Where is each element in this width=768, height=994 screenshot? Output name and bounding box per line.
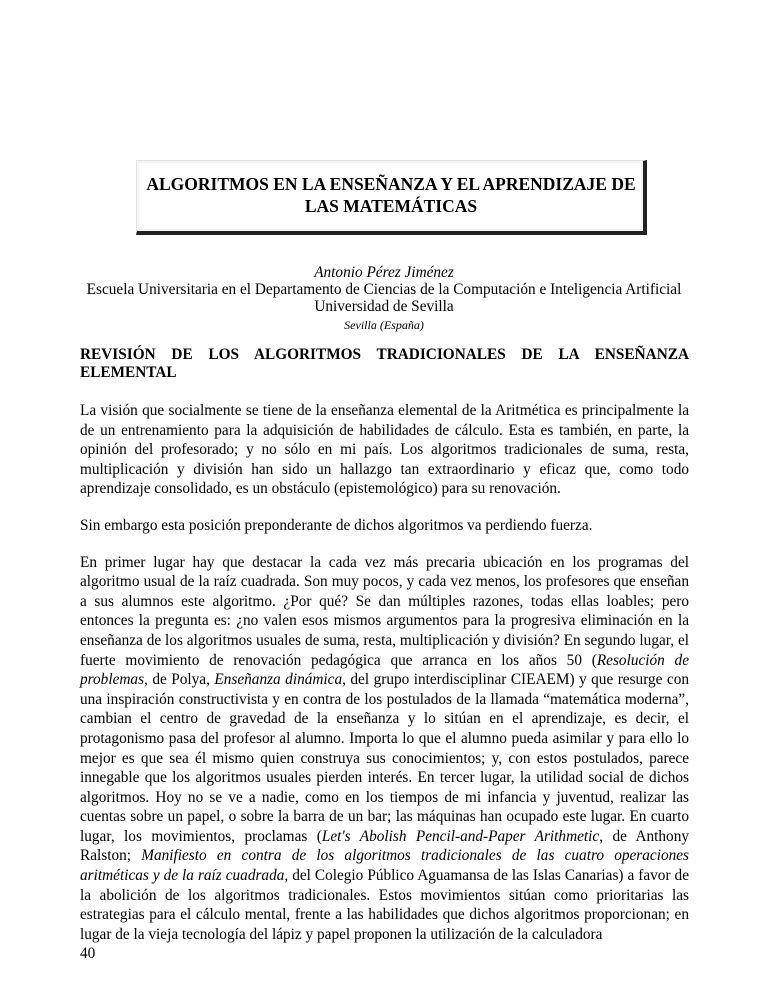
author: Antonio Pérez Jiménez xyxy=(314,264,454,281)
affiliation: Escuela Universitaria en el Departamento de Ciencias de la Computación e Inteligencia Artificial xyxy=(86,281,682,298)
text-segment: , del grupo interdisciplinar CIEAEM) y que resurge con una inspiración constructivista y en contra de los postulados de la llamada “matemática moderna”, cambian el centro de gravedad de la enseñanza y lo sitúan en el aprendizaje, es decir, el protagonismo pasa del profesor al alumno. Importa lo que el alumno pueda asimilar y para ello lo mejor es que sea él mismo quien construya sus conocimientos; y, con estos postulados, parece innegable que los algoritmos usuales pierden interés. En tercer lugar, la utilidad social de dichos algoritmos. Hoy no se ve a nadie, como en los tiempos de mi infancia y juventud, realizar las cuentas sobre un papel, o sobre la barra de un bar; las máquinas han ocupado este lugar. En cuarto lugar, los movimientos, proclamas ( xyxy=(80,671,690,845)
italic-text: Enseñanza dinámica xyxy=(214,671,343,689)
text-segment: Sin embargo esta posición preponderante de dichos algoritmos va perdiendo fuerza. xyxy=(80,516,593,534)
text-segment: , de Polya, xyxy=(144,671,215,689)
text-segment: del Colegio Público Aguamansa de las Islas Canarias) a favor de la abolición de los algoritmos tradicionales. Estos movimientos sitúan como prioritarias las estrategias para el cálculo mental, frente a las habilidades que dichos algoritmos proporcionan; en lugar de la vieja tecnología del lápiz y papel proponen la utilización de la calculadora xyxy=(80,867,689,943)
section-heading: REVISIÓN DE LOS ALGORITMOS TRADICIONALES DE LA ENSEÑANZA ELEMENTAL xyxy=(80,346,689,381)
italic-text: Let's Abolish Pencil-and-Paper Arithmetic xyxy=(321,827,600,845)
italic-text: Manifiesto en contra de los algoritmos tradicionales de las cuatro operaciones aritméticas y de la raíz cuadrada, xyxy=(80,847,689,885)
location: Sevilla (España) xyxy=(344,318,424,332)
text-segment: La visión que socialmente se tiene de la enseñanza elemental de la Aritmética es principalmente la de un entrenamiento para la adquisición de habilidades de cálculo. Esta es también, en parte, la opinión del profesorado; y no sólo en mi país. Los algoritmos tradicionales de suma, resta, multiplicación y división han sido un hallazgo tan extraordinario y eficaz que, como todo aprendizaje consolidado, es un obstáculo (epistemológico) para su renovación. xyxy=(80,402,689,498)
university: Universidad de Sevilla xyxy=(314,298,454,315)
body-text xyxy=(80,346,689,964)
paragraph-1 xyxy=(80,401,689,499)
paragraph-2 xyxy=(80,516,689,536)
text-segment: , de Anthony Ralston; xyxy=(80,827,689,865)
document-title: ALGORITMOS EN LA ENSEÑANZA Y EL APRENDIZAJE DE LAS MATEMÁTICAS xyxy=(146,174,636,216)
text-segment: En primer lugar hay que destacar la cada vez más precaria ubicación en los programas del algoritmo usual de la raíz cuadrada. Son muy pocos, y cada vez menos, los profesores que enseñan a sus alumnos este algoritmo. ¿Por qué? Se dan múltiples razones, todas ellas loables; pero entonces la pregunta es: ¿no valen esos mismos argumentos para la progresiva eliminación en la enseñanza de los algoritmos usuales de suma, resta, multiplicación y división? En segundo lugar, el fuerte movimiento de renovación pedagógica que arranca en los años 50 ( xyxy=(80,553,689,669)
italic-text: Resolución de problemas xyxy=(80,651,689,689)
paragraph-3 xyxy=(80,553,689,945)
page-number: 40 xyxy=(80,945,96,963)
